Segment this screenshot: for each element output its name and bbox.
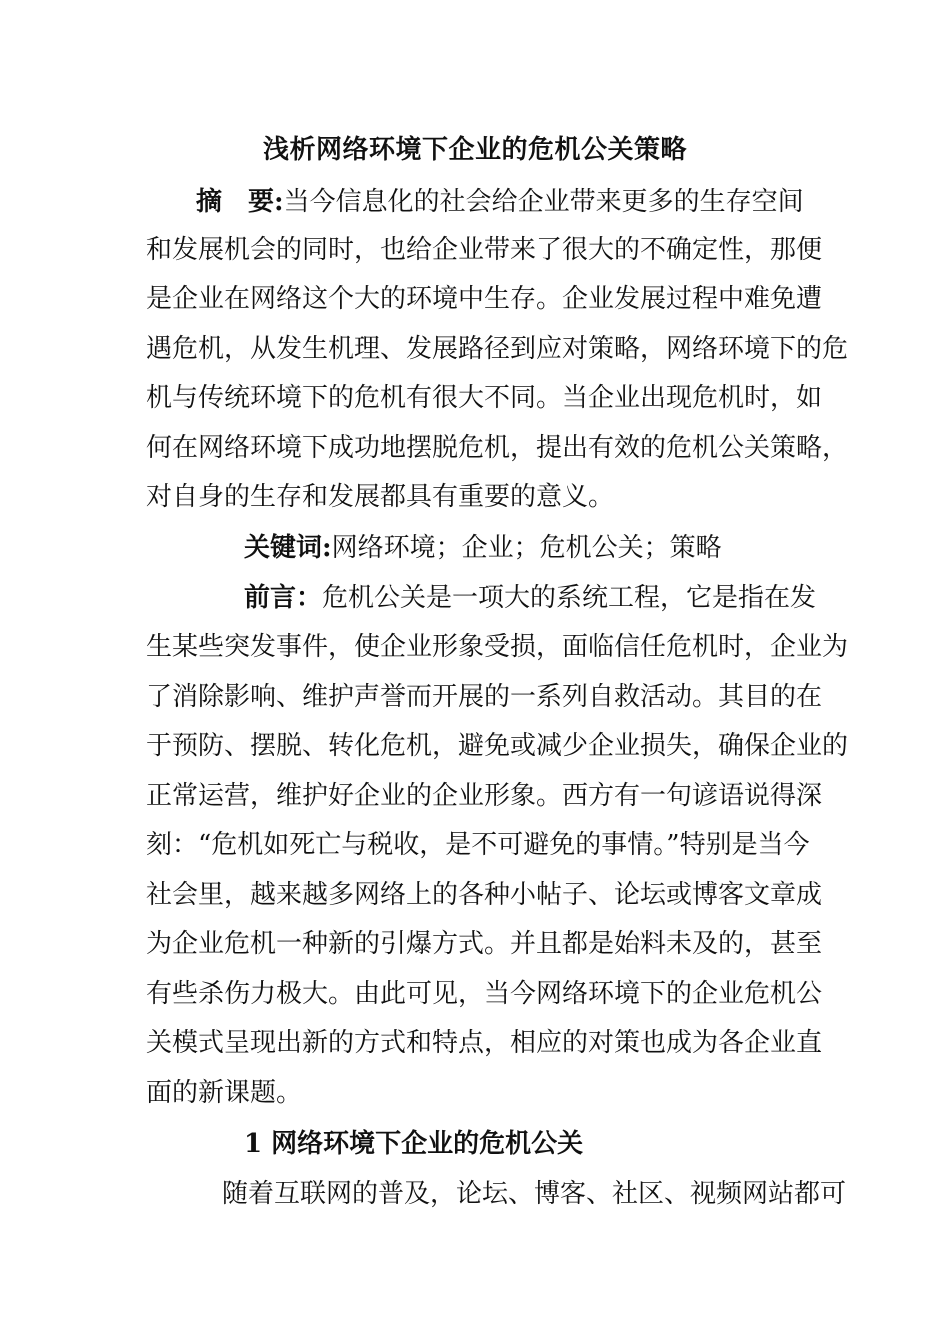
preface-line: 于预防、摆脱、转化危机，避免或减少企业损失，确保企业的: [146, 731, 849, 761]
abstract-text: 当今信息化的社会给企业带来更多的生存空间: [283, 187, 804, 217]
document-title: 浅析网络环境下企业的危机公关策略: [262, 135, 687, 165]
section-body-line: 随着互联网的普及，论坛、博客、社区、视频网站都可: [222, 1179, 847, 1209]
preface-line: 正常运营，维护好企业的企业形象。西方有一句谚语说得深: [146, 781, 823, 811]
abstract-line: 何在网络环境下成功地摆脱危机，提出有效的危机公关策略，: [146, 433, 849, 463]
preface-label: 前言：: [244, 583, 323, 613]
abstract-label: 摘 要:: [196, 187, 284, 217]
preface-line: [244, 580, 817, 616]
preface-line: 关模式呈现出新的方式和特点，相应的对策也成为各企业直: [146, 1028, 823, 1058]
preface-line: 有些杀伤力极大。由此可见，当今网络环境下的企业危机公: [146, 979, 823, 1009]
preface-line: 生某些突发事件，使企业形象受损，面临信任危机时，企业为: [146, 632, 849, 662]
keywords-text: 网络环境；企业；危机公关；策略: [331, 533, 722, 563]
preface-line: 社会里，越来越多网络上的各种小帖子、论坛或博客文章成: [146, 880, 823, 910]
preface-line: 面的新课题。: [146, 1078, 303, 1108]
abstract-line: 机与传统环境下的危机有很大不同。当企业出现危机时，如: [146, 383, 823, 413]
abstract-line: 和发展机会的同时，也给企业带来了很大的不确定性，那便: [146, 235, 823, 265]
preface-line: 为企业危机一种新的引爆方式。并且都是始料未及的，甚至: [146, 929, 823, 959]
abstract-line: 遇危机，从发生机理、发展路径到应对策略，网络环境下的危: [146, 334, 849, 364]
preface-line: 了消除影响、维护声誉而开展的一系列自救活动。其目的在: [146, 682, 823, 712]
keywords-label: 关键词:: [244, 533, 332, 563]
preface-line: 刻：“危机如死亡与税收，是不可避免的事情。”特别是当今: [146, 830, 810, 860]
section-heading: 1 网络环境下企业的危机公关: [244, 1129, 584, 1159]
preface-text: 危机公关是一项大的系统工程，它是指在发: [322, 583, 817, 613]
abstract-line: [196, 184, 804, 220]
abstract-line: 是企业在网络这个大的环境中生存。企业发展过程中难免遭: [146, 284, 823, 314]
keywords-line: [244, 530, 724, 566]
abstract-line: 对自身的生存和发展都具有重要的意义。: [146, 482, 615, 512]
